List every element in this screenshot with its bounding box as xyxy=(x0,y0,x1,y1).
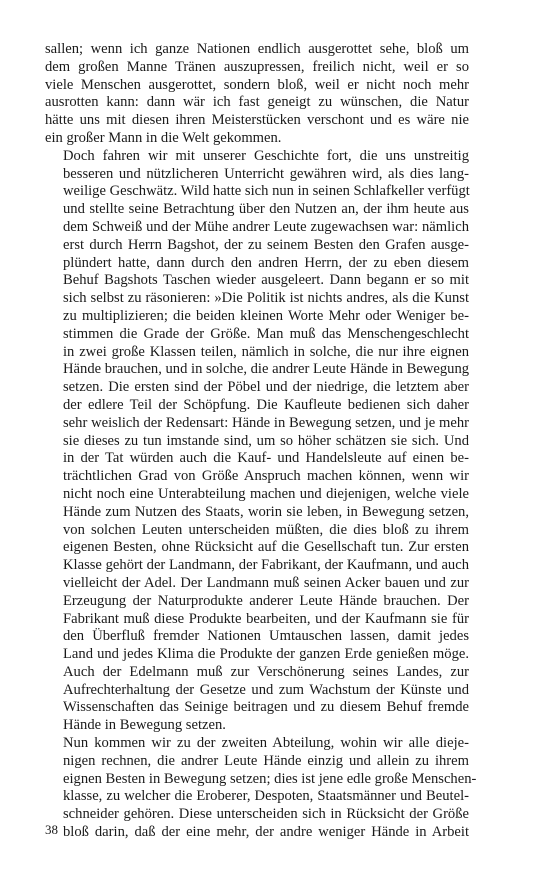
text-line: dem großen Manne Tränen auszupressen, freilich nicht, weil er so xyxy=(45,58,469,75)
text-line: setzen. Die ersten sind der Pöbel und der niedrige, die letztem aber xyxy=(63,379,469,396)
text-line: eigenen Besten, ohne Rücksicht auf die Gesellschaft tun. Zur ersten xyxy=(63,539,469,556)
text-line: sehr weislich der Redensart: Hände in Bewegung setzen, und je mehr xyxy=(63,414,469,431)
text-line: ein großer Mann in die Welt gekommen. xyxy=(45,129,282,146)
text-line: Hände zum Nutzen des Staats, worin sie leben, in Bewegung setzen, xyxy=(63,503,469,520)
text-line: Land und jedes Klima die Produkte der ganzen Erde genießen möge. xyxy=(63,646,469,663)
page-text xyxy=(45,41,477,842)
text-line: zu multiplizieren; die beiden kleinen Worte Mehr oder Weniger be- xyxy=(63,307,469,324)
text-line: nicht noch eine Unterabteilung machen und diejenigen, welche viele xyxy=(63,485,469,502)
text-line: hätte uns mit diesen ihren Meisterstücken verschont und es wäre nie xyxy=(45,112,469,129)
text-line: klasse, zu welcher die Eroberer, Despoten, Staatsmänner und Beutel- xyxy=(63,788,469,805)
text-line: in zwei große Klassen teilen, nämlich in solche, die nur ihre eignen xyxy=(63,343,469,360)
text-line: viele Menschen ausgerottet, sondern bloß, weil er nicht noch mehr xyxy=(45,76,469,93)
text-line: Aufrechterhaltung der Gesetze und zum Wachstum der Künste und xyxy=(63,681,469,698)
text-line: trächtlichen Grad von Größe Anspruch machen können, wenn wir xyxy=(63,468,469,485)
text-line: eignen Besten in Bewegung setzen; dies ist jene edle große Menschen- xyxy=(63,770,477,787)
text-line: der edlere Teil der Schöpfung. Die Kaufleute bedienen sich daher xyxy=(63,396,469,413)
page-number: 38 xyxy=(45,822,58,837)
text-line: Behuf Bagshots Taschen wieder ausgeleert. Dann begann er so mit xyxy=(63,272,469,289)
text-line: von solchen Leuten unterscheiden müßten, die dies bloß zu ihrem xyxy=(63,521,469,538)
text-line: vielleicht der Adel. Der Landmann muß seinen Acker bauen und zur xyxy=(63,574,469,591)
text-line: ausrotten kann: dann wär ich fast geneigt zu wünschen, die Natur xyxy=(45,94,469,111)
text-line: erst durch Herrn Bagshot, der zu seinem Besten den Grafen ausge- xyxy=(63,236,469,253)
text-line: Auch der Edelmann muß zur Verschönerung seines Landes, zur xyxy=(63,663,469,680)
text-line: weilige Geschwätz. Wild hatte sich nun in seinen Schlafkeller verfügt xyxy=(63,183,470,200)
text-line: Hände brauchen, und in solche, die andrer Leute Hände in Bewegung xyxy=(63,361,470,378)
text-line: bloß darin, daß der eine mehr, der andre weniger Hände in Arbeit xyxy=(63,824,469,841)
text-line: sie dieses zu tun imstande sind, um so höher schätzen sie sich. Und xyxy=(63,432,469,449)
text-line: Klasse gehört der Landmann, der Fabrikant, der Kaufmann, und auch xyxy=(63,557,469,574)
paragraph xyxy=(45,735,477,842)
text-line: in der Tat würden auch die Kauf- und Handelsleute auf einen be- xyxy=(63,450,469,467)
text-line: schneider gehören. Diese unterscheiden sich in Rücksicht der Größe xyxy=(63,806,469,823)
text-line: Nun kommen wir zu der zweiten Abteilung, wohin wir alle dieje- xyxy=(63,735,469,752)
text-line: Wissenschaften das Seinige beitragen und zu diesem Behuf fremde xyxy=(63,699,469,716)
text-line: nigen rechnen, die andrer Leute Hände einzig und allein zu ihrem xyxy=(63,752,469,769)
text-line: Erzeugung der Naturprodukte anderer Leute Hände brauchen. Der xyxy=(63,592,469,609)
text-line: und stellte seine Betrachtung über den Nutzen an, der ihm heute aus xyxy=(63,201,469,218)
text-line: den Überfluß fremder Nationen Umtauschen lassen, damit jedes xyxy=(63,628,469,645)
text-line: Fabrikant muß diese Produkte bearbeiten, und der Kaufmann sie für xyxy=(63,610,469,627)
text-line: stimmen die Grade der Größe. Man muß das Menschengeschlecht xyxy=(63,325,469,342)
text-line: sallen; wenn ich ganze Nationen endlich ausgerottet sehe, bloß um xyxy=(45,41,469,57)
text-line: sich selbst zu räsonieren: »Die Politik ist nichts andres, als die Kunst xyxy=(63,290,469,307)
paragraph xyxy=(45,148,469,735)
text-line: Doch fahren wir mit unserer Geschichte fort, die uns unstreitig xyxy=(63,147,469,164)
text-line: dem Schweiß und der Mühe andrer Leute zugewachsen war: nämlich xyxy=(63,218,469,235)
text-line: plündert hatte, dann durch den andren Herrn, der zu eben diesem xyxy=(63,254,469,271)
paragraph xyxy=(45,41,469,148)
text-line: besseren und nützlicheren Unterricht gewähren wird, als dies lang- xyxy=(63,165,469,182)
text-line: Hände in Bewegung setzen. xyxy=(63,717,226,734)
